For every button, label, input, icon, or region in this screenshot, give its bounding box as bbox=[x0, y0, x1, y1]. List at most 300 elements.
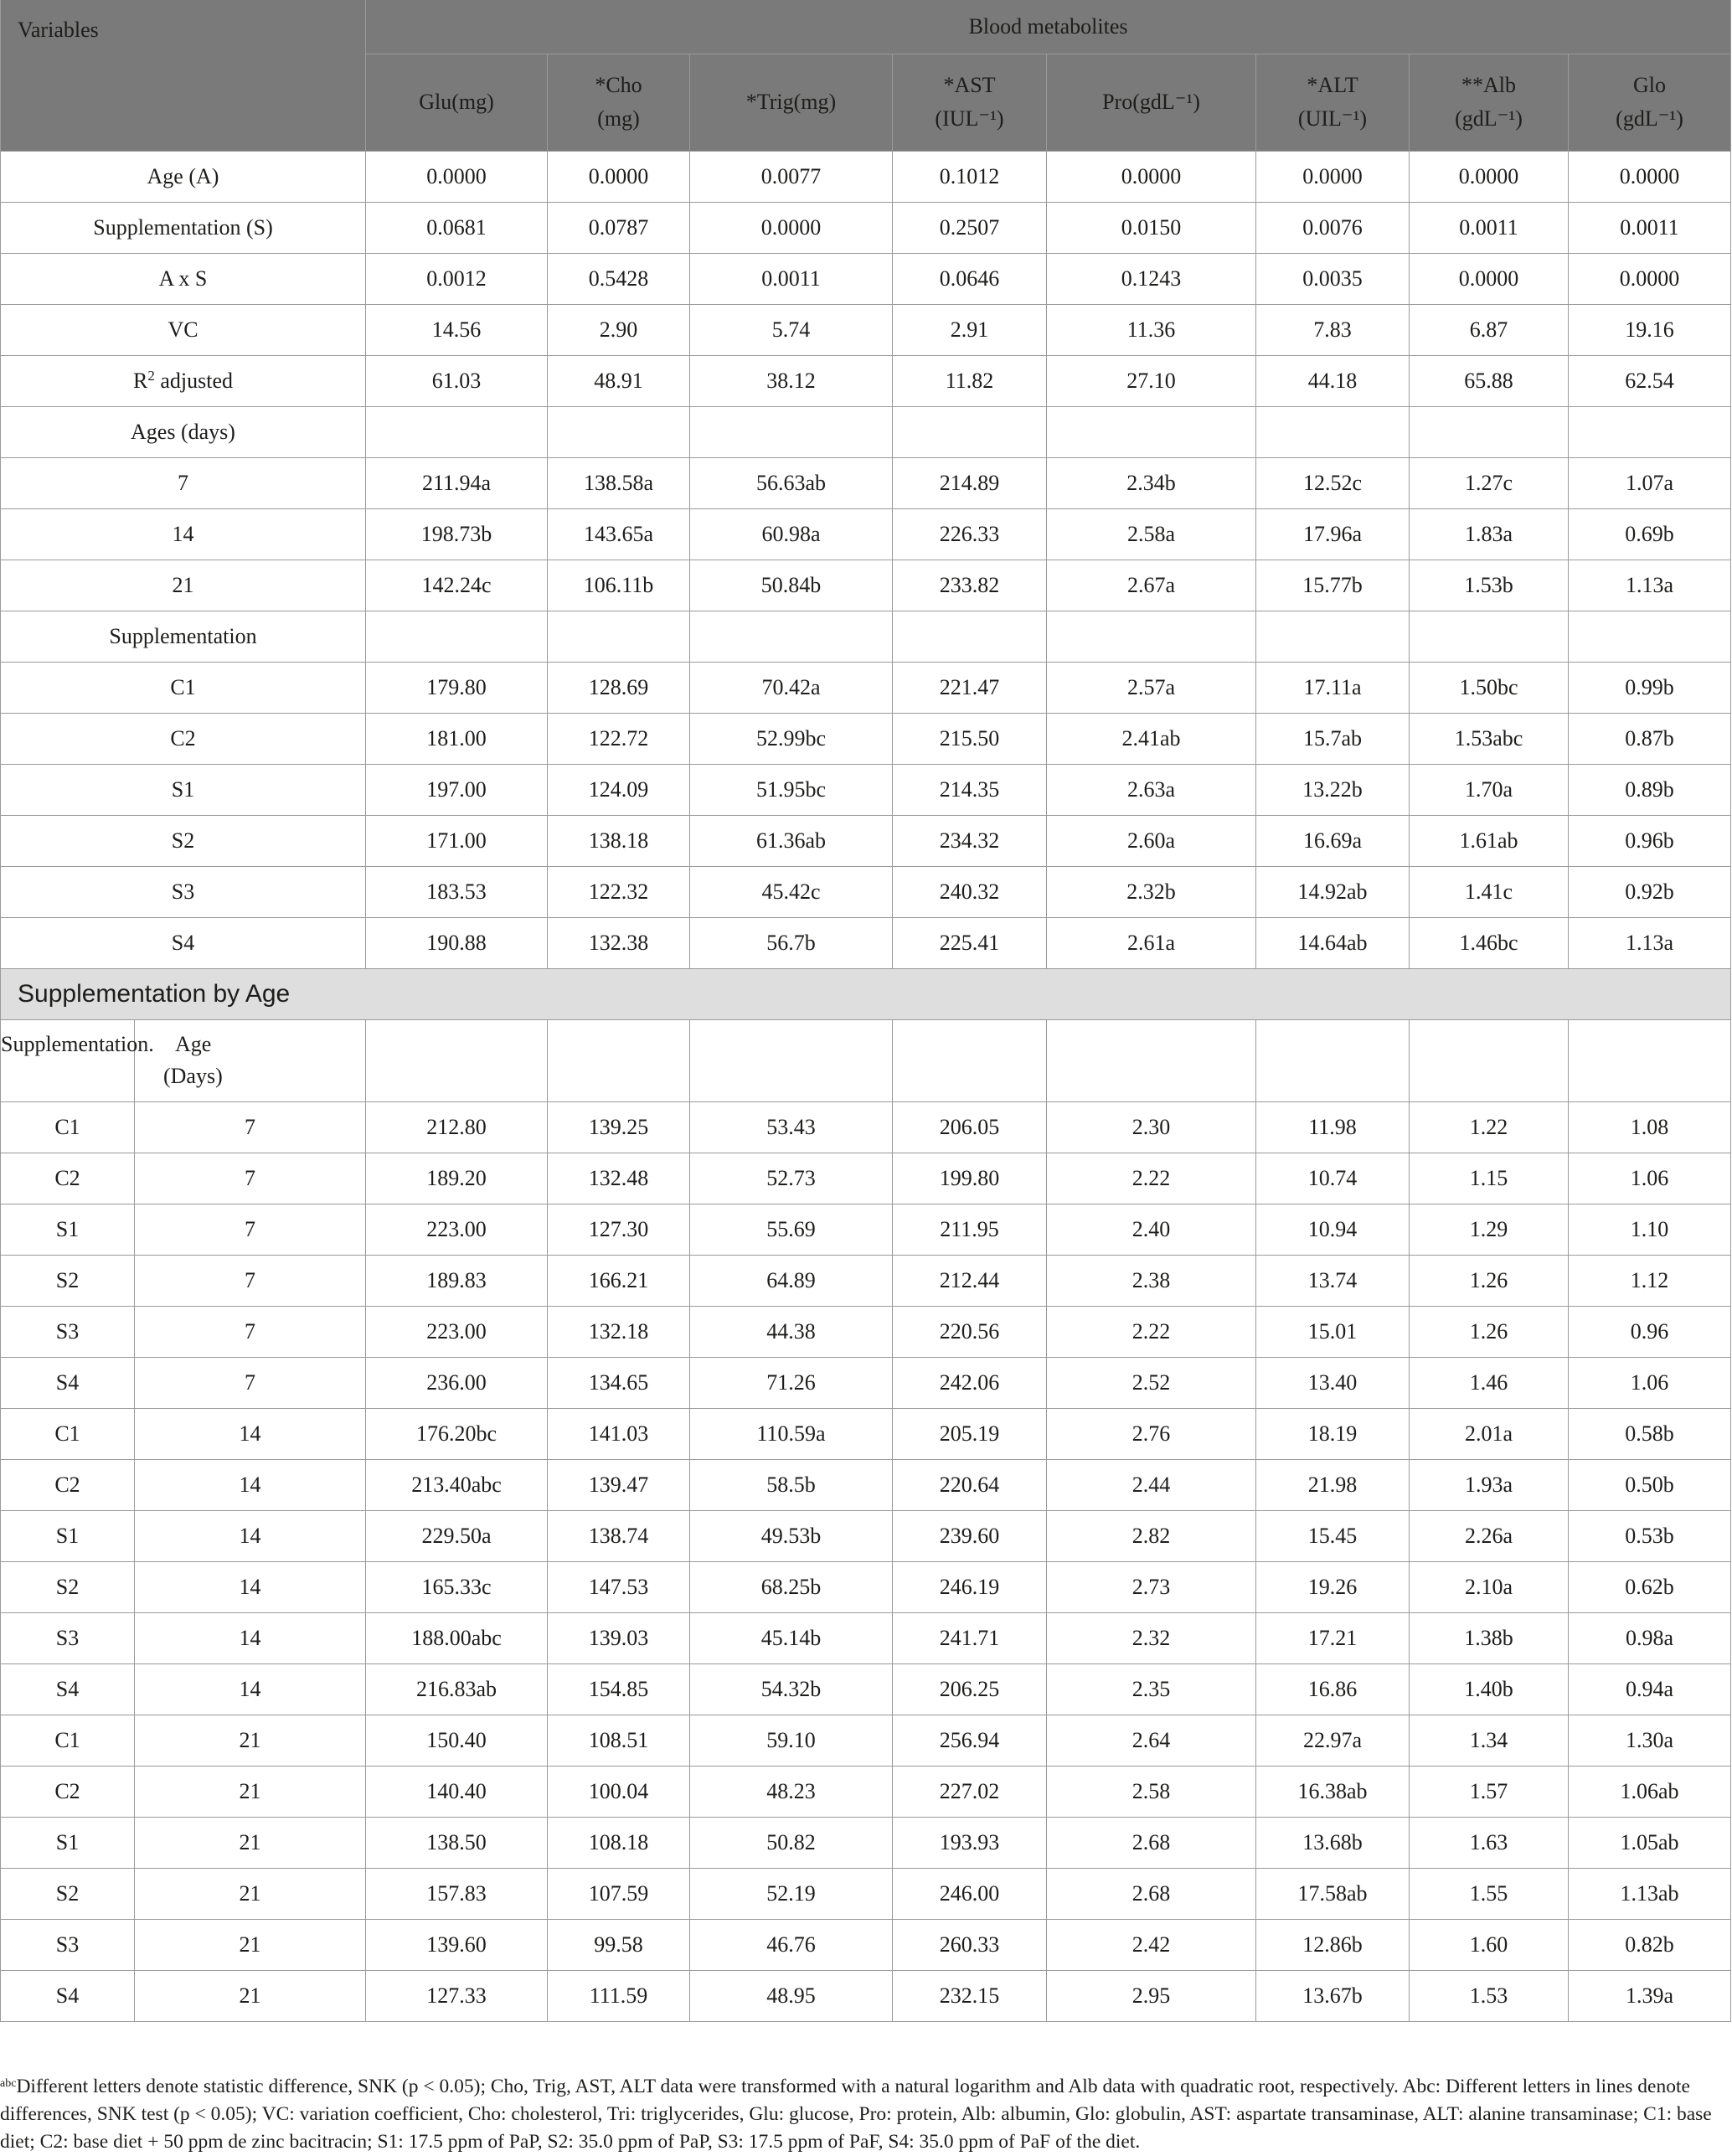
value-cell: 2.68 bbox=[1047, 1817, 1256, 1868]
value-cell: 5.74 bbox=[690, 304, 893, 355]
header-blood-metabolites: Blood metabolites bbox=[366, 0, 1731, 54]
by-age-age: 7 bbox=[135, 1204, 366, 1255]
stats-row bbox=[1, 253, 1731, 304]
empty-cell bbox=[1410, 611, 1569, 662]
header-col-line2: (gdL⁻¹) bbox=[1455, 106, 1523, 131]
value-cell: 1.07a bbox=[1569, 457, 1731, 508]
col-age-line2: (Days) bbox=[163, 1064, 223, 1088]
value-cell: 108.51 bbox=[548, 1715, 690, 1766]
value-cell: 13.40 bbox=[1256, 1357, 1410, 1408]
value-cell: 0.0000 bbox=[1569, 253, 1731, 304]
value-cell: 139.25 bbox=[548, 1101, 690, 1153]
header-row-group bbox=[1, 0, 1731, 54]
col-supplementation: Supplementation. bbox=[1, 1019, 135, 1101]
supplementation-row bbox=[1, 866, 1731, 917]
value-cell: 2.34b bbox=[1047, 457, 1256, 508]
value-cell: 2.10a bbox=[1410, 1561, 1569, 1612]
value-cell: 181.00 bbox=[366, 713, 548, 764]
header-col-5 bbox=[1047, 54, 1256, 151]
r2-suffix: adjusted bbox=[154, 369, 233, 393]
value-cell: 242.06 bbox=[893, 1357, 1047, 1408]
value-cell: 154.85 bbox=[548, 1663, 690, 1715]
value-cell: 59.10 bbox=[690, 1715, 893, 1766]
value-cell: 1.38b bbox=[1410, 1612, 1569, 1663]
value-cell: 0.0012 bbox=[366, 253, 548, 304]
value-cell: 11.82 bbox=[893, 355, 1047, 406]
value-cell: 2.95 bbox=[1047, 1970, 1256, 2021]
stats-row bbox=[1, 304, 1731, 355]
value-cell: 215.50 bbox=[893, 713, 1047, 764]
value-cell: 11.98 bbox=[1256, 1101, 1410, 1153]
value-cell: 1.27c bbox=[1410, 457, 1569, 508]
value-cell: 10.94 bbox=[1256, 1204, 1410, 1255]
value-cell: 1.06ab bbox=[1569, 1766, 1731, 1817]
value-cell: 60.98a bbox=[690, 508, 893, 560]
value-cell: 132.38 bbox=[548, 917, 690, 968]
value-cell: 0.89b bbox=[1569, 764, 1731, 815]
supplementation-row bbox=[1, 764, 1731, 815]
value-cell: 143.65a bbox=[548, 508, 690, 560]
empty-cell bbox=[1410, 1019, 1569, 1101]
empty-cell bbox=[893, 406, 1047, 457]
value-cell: 190.88 bbox=[366, 917, 548, 968]
value-cell: 179.80 bbox=[366, 662, 548, 713]
by-age-row bbox=[1, 1561, 1731, 1612]
header-variables: Variables bbox=[1, 0, 366, 151]
value-cell: 68.25b bbox=[690, 1561, 893, 1612]
value-cell: 212.80 bbox=[366, 1101, 548, 1153]
stats-row bbox=[1, 355, 1731, 406]
value-cell: 2.01a bbox=[1410, 1408, 1569, 1459]
by-age-row bbox=[1, 1612, 1731, 1663]
value-cell: 14.64ab bbox=[1256, 917, 1410, 968]
value-cell: 211.94a bbox=[366, 457, 548, 508]
value-cell: 56.63ab bbox=[690, 457, 893, 508]
value-cell: 0.0035 bbox=[1256, 253, 1410, 304]
value-cell: 140.40 bbox=[366, 1766, 548, 1817]
value-cell: 220.64 bbox=[893, 1459, 1047, 1510]
empty-cell bbox=[1047, 406, 1256, 457]
header-col-line1: **Alb bbox=[1461, 73, 1516, 97]
header-col-line2: (UIL⁻¹) bbox=[1297, 106, 1368, 131]
value-cell: 1.53b bbox=[1410, 560, 1569, 611]
value-cell: 214.35 bbox=[893, 764, 1047, 815]
by-age-supplementation: S4 bbox=[1, 1357, 135, 1408]
value-cell: 225.41 bbox=[893, 917, 1047, 968]
by-age-supplementation: C2 bbox=[1, 1459, 135, 1510]
by-age-supplementation: C1 bbox=[1, 1408, 135, 1459]
value-cell: 122.72 bbox=[548, 713, 690, 764]
by-age-age: 14 bbox=[135, 1561, 366, 1612]
value-cell: 1.13a bbox=[1569, 917, 1731, 968]
value-cell: 1.22 bbox=[1410, 1101, 1569, 1153]
value-cell: 128.69 bbox=[548, 662, 690, 713]
by-age-row bbox=[1, 1153, 1731, 1204]
by-age-age: 21 bbox=[135, 1817, 366, 1868]
value-cell: 246.19 bbox=[893, 1561, 1047, 1612]
by-age-age: 21 bbox=[135, 1766, 366, 1817]
value-cell: 1.12 bbox=[1569, 1255, 1731, 1306]
value-cell: 65.88 bbox=[1410, 355, 1569, 406]
value-cell: 45.14b bbox=[690, 1612, 893, 1663]
value-cell: 0.82b bbox=[1569, 1919, 1731, 1970]
empty-cell bbox=[1256, 1019, 1410, 1101]
empty-cell bbox=[1569, 406, 1731, 457]
value-cell: 0.0000 bbox=[1410, 151, 1569, 202]
value-cell: 17.11a bbox=[1256, 662, 1410, 713]
value-cell: 2.52 bbox=[1047, 1357, 1256, 1408]
value-cell: 1.06 bbox=[1569, 1153, 1731, 1204]
value-cell: 227.02 bbox=[893, 1766, 1047, 1817]
by-age-supplementation: S2 bbox=[1, 1868, 135, 1919]
value-cell: 0.2507 bbox=[893, 202, 1047, 253]
value-cell: 0.98a bbox=[1569, 1612, 1731, 1663]
by-age-supplementation: C2 bbox=[1, 1766, 135, 1817]
by-age-supplementation: C1 bbox=[1, 1101, 135, 1153]
header-col-7 bbox=[1410, 54, 1569, 151]
value-cell: 1.93a bbox=[1410, 1459, 1569, 1510]
header-col-2 bbox=[548, 54, 690, 151]
by-age-age: 21 bbox=[135, 1715, 366, 1766]
age-label: 14 bbox=[1, 508, 366, 560]
value-cell: 2.91 bbox=[893, 304, 1047, 355]
value-cell: 1.46 bbox=[1410, 1357, 1569, 1408]
supplementation-row bbox=[1, 917, 1731, 968]
by-age-row bbox=[1, 1408, 1731, 1459]
value-cell: 124.09 bbox=[548, 764, 690, 815]
value-cell: 0.69b bbox=[1569, 508, 1731, 560]
value-cell: 260.33 bbox=[893, 1919, 1047, 1970]
row-label: Supplementation (S) bbox=[1, 202, 366, 253]
value-cell: 0.53b bbox=[1569, 1510, 1731, 1561]
value-cell: 2.30 bbox=[1047, 1101, 1256, 1153]
value-cell: 0.0150 bbox=[1047, 202, 1256, 253]
value-cell: 1.08 bbox=[1569, 1101, 1731, 1153]
value-cell: 2.58a bbox=[1047, 508, 1256, 560]
header-col-line1: Glo bbox=[1633, 73, 1667, 97]
by-age-row bbox=[1, 1919, 1731, 1970]
value-cell: 1.53abc bbox=[1410, 713, 1569, 764]
value-cell: 19.16 bbox=[1569, 304, 1731, 355]
value-cell: 56.7b bbox=[690, 917, 893, 968]
value-cell: 2.90 bbox=[548, 304, 690, 355]
value-cell: 1.46bc bbox=[1410, 917, 1569, 968]
value-cell: 0.5428 bbox=[548, 253, 690, 304]
value-cell: 206.05 bbox=[893, 1101, 1047, 1153]
value-cell: 0.0011 bbox=[690, 253, 893, 304]
value-cell: 197.00 bbox=[366, 764, 548, 815]
by-age-age: 7 bbox=[135, 1357, 366, 1408]
value-cell: 1.13a bbox=[1569, 560, 1731, 611]
supplementation-group-title-row bbox=[1, 611, 1731, 662]
value-cell: 48.91 bbox=[548, 355, 690, 406]
value-cell: 17.96a bbox=[1256, 508, 1410, 560]
value-cell: 220.56 bbox=[893, 1306, 1047, 1357]
value-cell: 0.96 bbox=[1569, 1306, 1731, 1357]
value-cell: 0.96b bbox=[1569, 815, 1731, 866]
value-cell: 0.0000 bbox=[548, 151, 690, 202]
ages-group-title: Ages (days) bbox=[1, 406, 366, 457]
value-cell: 46.76 bbox=[690, 1919, 893, 1970]
value-cell: 16.38ab bbox=[1256, 1766, 1410, 1817]
value-cell: 58.5b bbox=[690, 1459, 893, 1510]
value-cell: 138.18 bbox=[548, 815, 690, 866]
value-cell: 1.41c bbox=[1410, 866, 1569, 917]
by-age-row bbox=[1, 1970, 1731, 2021]
empty-cell bbox=[548, 406, 690, 457]
value-cell: 6.87 bbox=[1410, 304, 1569, 355]
value-cell: 141.03 bbox=[548, 1408, 690, 1459]
value-cell: 1.05ab bbox=[1569, 1817, 1731, 1868]
value-cell: 1.63 bbox=[1410, 1817, 1569, 1868]
header-col-line1: *Cho bbox=[595, 73, 642, 97]
value-cell: 16.86 bbox=[1256, 1663, 1410, 1715]
value-cell: 1.15 bbox=[1410, 1153, 1569, 1204]
empty-cell bbox=[893, 611, 1047, 662]
value-cell: 13.67b bbox=[1256, 1970, 1410, 2021]
value-cell: 2.63a bbox=[1047, 764, 1256, 815]
by-age-age: 14 bbox=[135, 1459, 366, 1510]
supplementation-label: C2 bbox=[1, 713, 366, 764]
value-cell: 0.0646 bbox=[893, 253, 1047, 304]
value-cell: 51.95bc bbox=[690, 764, 893, 815]
empty-cell bbox=[1256, 611, 1410, 662]
value-cell: 138.74 bbox=[548, 1510, 690, 1561]
value-cell: 0.92b bbox=[1569, 866, 1731, 917]
value-cell: 38.12 bbox=[690, 355, 893, 406]
by-age-row bbox=[1, 1817, 1731, 1868]
value-cell: 0.58b bbox=[1569, 1408, 1731, 1459]
age-row bbox=[1, 457, 1731, 508]
value-cell: 240.32 bbox=[893, 866, 1047, 917]
empty-cell bbox=[1047, 1019, 1256, 1101]
value-cell: 110.59a bbox=[690, 1408, 893, 1459]
value-cell: 234.32 bbox=[893, 815, 1047, 866]
value-cell: 22.97a bbox=[1256, 1715, 1410, 1766]
value-cell: 64.89 bbox=[690, 1255, 893, 1306]
value-cell: 226.33 bbox=[893, 508, 1047, 560]
by-age-age: 21 bbox=[135, 1919, 366, 1970]
supplementation-label: S4 bbox=[1, 917, 366, 968]
value-cell: 100.04 bbox=[548, 1766, 690, 1817]
value-cell: 214.89 bbox=[893, 457, 1047, 508]
by-age-age: 14 bbox=[135, 1663, 366, 1715]
value-cell: 14.92ab bbox=[1256, 866, 1410, 917]
value-cell: 13.74 bbox=[1256, 1255, 1410, 1306]
empty-cell bbox=[1569, 1019, 1731, 1101]
value-cell: 1.40b bbox=[1410, 1663, 1569, 1715]
value-cell: 0.0000 bbox=[366, 151, 548, 202]
value-cell: 16.69a bbox=[1256, 815, 1410, 866]
footnote-superscript: abc bbox=[0, 2077, 17, 2090]
value-cell: 2.32b bbox=[1047, 866, 1256, 917]
by-age-supplementation: S2 bbox=[1, 1255, 135, 1306]
value-cell: 0.0787 bbox=[548, 202, 690, 253]
value-cell: 241.71 bbox=[893, 1612, 1047, 1663]
by-age-age: 7 bbox=[135, 1153, 366, 1204]
by-age-supplementation: S4 bbox=[1, 1970, 135, 2021]
by-age-age: 7 bbox=[135, 1255, 366, 1306]
by-age-subheader bbox=[1, 1019, 1731, 1101]
by-age-row bbox=[1, 1459, 1731, 1510]
value-cell: 2.57a bbox=[1047, 662, 1256, 713]
value-cell: 27.10 bbox=[1047, 355, 1256, 406]
value-cell: 1.39a bbox=[1569, 1970, 1731, 2021]
value-cell: 0.0000 bbox=[1410, 253, 1569, 304]
value-cell: 53.43 bbox=[690, 1101, 893, 1153]
value-cell: 1.70a bbox=[1410, 764, 1569, 815]
row-label: Age (A) bbox=[1, 151, 366, 202]
row-label bbox=[1, 355, 366, 406]
value-cell: 166.21 bbox=[548, 1255, 690, 1306]
value-cell: 139.03 bbox=[548, 1612, 690, 1663]
value-cell: 0.1243 bbox=[1047, 253, 1256, 304]
value-cell: 132.18 bbox=[548, 1306, 690, 1357]
value-cell: 233.82 bbox=[893, 560, 1047, 611]
value-cell: 44.18 bbox=[1256, 355, 1410, 406]
by-age-row bbox=[1, 1101, 1731, 1153]
by-age-supplementation: C2 bbox=[1, 1153, 135, 1204]
value-cell: 0.0681 bbox=[366, 202, 548, 253]
header-col-8 bbox=[1569, 54, 1731, 151]
value-cell: 45.42c bbox=[690, 866, 893, 917]
empty-cell bbox=[690, 1019, 893, 1101]
value-cell: 0.0000 bbox=[690, 202, 893, 253]
value-cell: 70.42a bbox=[690, 662, 893, 713]
value-cell: 2.58 bbox=[1047, 1766, 1256, 1817]
value-cell: 171.00 bbox=[366, 815, 548, 866]
value-cell: 2.68 bbox=[1047, 1868, 1256, 1919]
value-cell: 52.19 bbox=[690, 1868, 893, 1919]
r2-prefix: R bbox=[133, 369, 148, 393]
value-cell: 21.98 bbox=[1256, 1459, 1410, 1510]
by-age-row bbox=[1, 1715, 1731, 1766]
by-age-age: 14 bbox=[135, 1612, 366, 1663]
value-cell: 246.00 bbox=[893, 1868, 1047, 1919]
empty-cell bbox=[1047, 611, 1256, 662]
empty-cell bbox=[548, 1019, 690, 1101]
value-cell: 122.32 bbox=[548, 866, 690, 917]
value-cell: 150.40 bbox=[366, 1715, 548, 1766]
value-cell: 14.56 bbox=[366, 304, 548, 355]
value-cell: 142.24c bbox=[366, 560, 548, 611]
value-cell: 2.44 bbox=[1047, 1459, 1256, 1510]
header-col-4 bbox=[893, 54, 1047, 151]
by-age-age: 14 bbox=[135, 1408, 366, 1459]
by-age-supplementation: S3 bbox=[1, 1612, 135, 1663]
by-age-row bbox=[1, 1204, 1731, 1255]
value-cell: 61.36ab bbox=[690, 815, 893, 866]
by-age-supplementation: S2 bbox=[1, 1561, 135, 1612]
col-age bbox=[135, 1019, 366, 1101]
value-cell: 2.38 bbox=[1047, 1255, 1256, 1306]
by-age-row bbox=[1, 1868, 1731, 1919]
value-cell: 183.53 bbox=[366, 866, 548, 917]
value-cell: 18.19 bbox=[1256, 1408, 1410, 1459]
supplementation-label: S1 bbox=[1, 764, 366, 815]
empty-cell bbox=[366, 406, 548, 457]
value-cell: 189.20 bbox=[366, 1153, 548, 1204]
by-age-supplementation: S1 bbox=[1, 1204, 135, 1255]
value-cell: 19.26 bbox=[1256, 1561, 1410, 1612]
by-age-supplementation: S3 bbox=[1, 1919, 135, 1970]
value-cell: 199.80 bbox=[893, 1153, 1047, 1204]
value-cell: 1.55 bbox=[1410, 1868, 1569, 1919]
supplementation-group-title: Supplementation bbox=[1, 611, 366, 662]
value-cell: 7.83 bbox=[1256, 304, 1410, 355]
value-cell: 2.32 bbox=[1047, 1612, 1256, 1663]
header-col-line2: (mg) bbox=[597, 106, 640, 131]
value-cell: 2.41ab bbox=[1047, 713, 1256, 764]
value-cell: 0.0000 bbox=[1047, 151, 1256, 202]
value-cell: 176.20bc bbox=[366, 1408, 548, 1459]
value-cell: 1.13ab bbox=[1569, 1868, 1731, 1919]
value-cell: 165.33c bbox=[366, 1561, 548, 1612]
row-label: VC bbox=[1, 304, 366, 355]
value-cell: 1.53 bbox=[1410, 1970, 1569, 2021]
supplementation-row bbox=[1, 713, 1731, 764]
value-cell: 147.53 bbox=[548, 1561, 690, 1612]
by-age-age: 14 bbox=[135, 1510, 366, 1561]
header-col-3 bbox=[690, 54, 893, 151]
value-cell: 1.61ab bbox=[1410, 815, 1569, 866]
stats-row bbox=[1, 151, 1731, 202]
value-cell: 48.95 bbox=[690, 1970, 893, 2021]
value-cell: 2.22 bbox=[1047, 1153, 1256, 1204]
value-cell: 54.32b bbox=[690, 1663, 893, 1715]
value-cell: 216.83ab bbox=[366, 1663, 548, 1715]
header-col-line1: *Trig(mg) bbox=[745, 90, 837, 114]
value-cell: 108.18 bbox=[548, 1817, 690, 1868]
value-cell: 12.52c bbox=[1256, 457, 1410, 508]
value-cell: 139.60 bbox=[366, 1919, 548, 1970]
value-cell: 138.58a bbox=[548, 457, 690, 508]
value-cell: 0.0076 bbox=[1256, 202, 1410, 253]
value-cell: 1.06 bbox=[1569, 1357, 1731, 1408]
by-age-age: 7 bbox=[135, 1306, 366, 1357]
by-age-row bbox=[1, 1510, 1731, 1561]
footnote-text: Different letters denote statistic difference, SNK (p < 0.05); Cho, Trig, AST, ALT data were transformed with a natural logarithm and Alb data with quadratic root, respectively. Abc: Different letters in lines denote differences, SNK test (p < 0.05); VC: variation coefficient, Cho: cholesterol, Tri: triglycerides, Glu: glucose, Pro: protein, Alb: albumin, Glo: globulin, AST: aspartate transaminase, ALT: alanine transaminase; C1: base diet; C2: base diet + 50 ppm de zinc bacitracin; S1: 17.5 ppm of PaP, S2: 35.0 ppm of PaP, S3: 17.5 ppm of PaF, S4: 35.0 ppm of PaF of the diet. bbox=[0, 2076, 1712, 2153]
value-cell: 111.59 bbox=[548, 1970, 690, 2021]
value-cell: 48.23 bbox=[690, 1766, 893, 1817]
value-cell: 1.26 bbox=[1410, 1255, 1569, 1306]
value-cell: 256.94 bbox=[893, 1715, 1047, 1766]
value-cell: 61.03 bbox=[366, 355, 548, 406]
value-cell: 2.67a bbox=[1047, 560, 1256, 611]
value-cell: 15.7ab bbox=[1256, 713, 1410, 764]
by-age-age: 21 bbox=[135, 1970, 366, 2021]
value-cell: 49.53b bbox=[690, 1510, 893, 1561]
value-cell: 17.58ab bbox=[1256, 1868, 1410, 1919]
value-cell: 0.0000 bbox=[1256, 151, 1410, 202]
value-cell: 44.38 bbox=[690, 1306, 893, 1357]
value-cell: 106.11b bbox=[548, 560, 690, 611]
header-col-line1: Glu(mg) bbox=[419, 90, 494, 114]
value-cell: 1.29 bbox=[1410, 1204, 1569, 1255]
value-cell: 2.42 bbox=[1047, 1919, 1256, 1970]
header-col-line2: (gdL⁻¹) bbox=[1616, 106, 1683, 131]
value-cell: 15.45 bbox=[1256, 1510, 1410, 1561]
by-age-supplementation: S3 bbox=[1, 1306, 135, 1357]
empty-cell bbox=[548, 611, 690, 662]
value-cell: 1.10 bbox=[1569, 1204, 1731, 1255]
value-cell: 0.0011 bbox=[1569, 202, 1731, 253]
value-cell: 223.00 bbox=[366, 1204, 548, 1255]
empty-cell bbox=[366, 1019, 548, 1101]
value-cell: 206.25 bbox=[893, 1663, 1047, 1715]
by-age-row bbox=[1, 1306, 1731, 1357]
empty-cell bbox=[1569, 611, 1731, 662]
